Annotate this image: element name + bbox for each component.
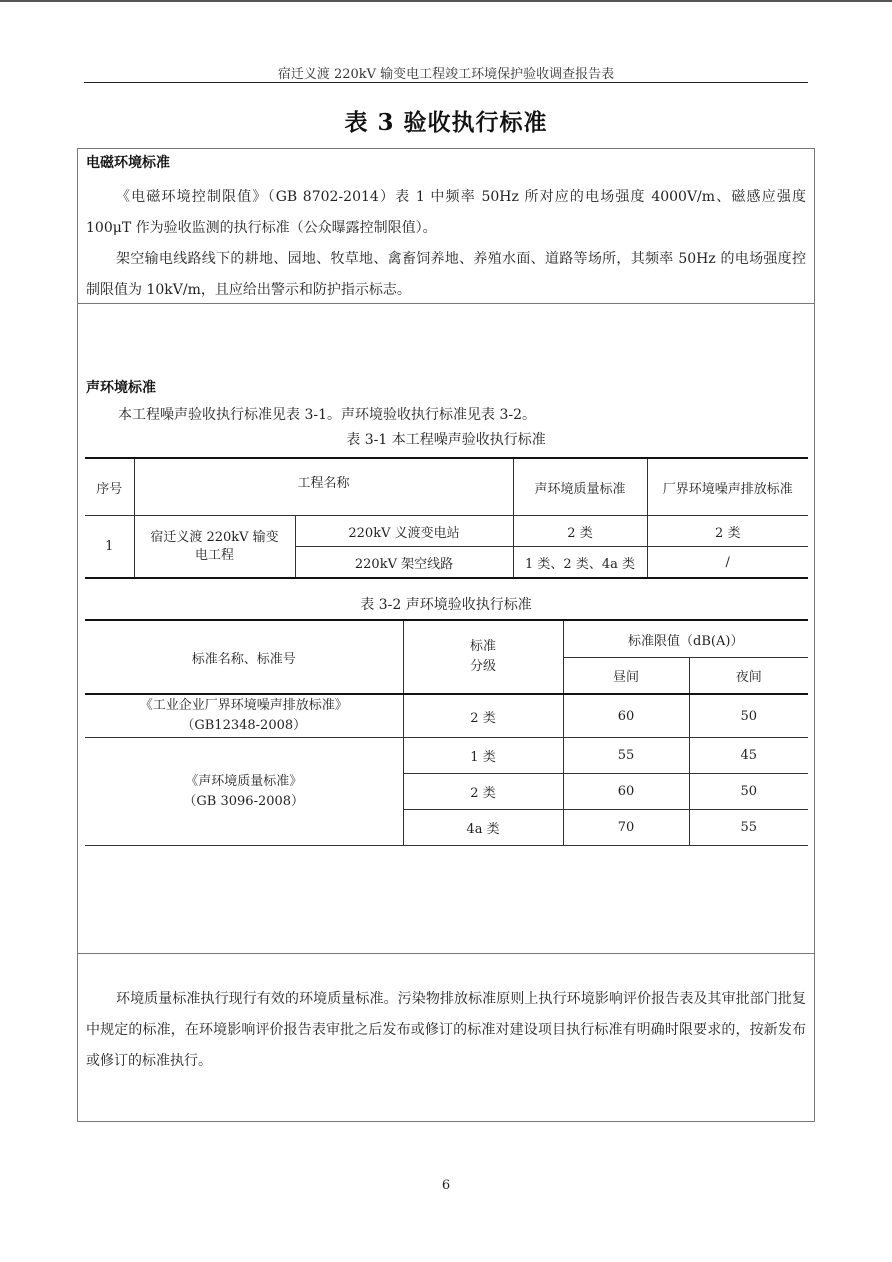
general-paragraph: 环境质量标准执行现行有效的环境质量标准。污染物排放标准原则上执行环境影响评价报告表及其审批部门批复中规定的标准，在环境影响评价报告表审批之后发布或修订的标准对建设项目执行标准有明确时限要求的，按新发布或修订的标准执行。	[86, 991, 806, 1069]
table-3-2-caption: 表 3-2 声环境验收执行标准	[360, 597, 532, 613]
cell-night: 55	[689, 810, 808, 846]
header-cell-day: 昼间	[563, 658, 689, 695]
cell-quality: 2 类	[513, 516, 647, 547]
acoustic-intro: 本工程噪声验收执行标准见表 3-1。声环境验收执行标准见表 3-2。	[118, 407, 536, 423]
page-title: 表 3 验收执行标准	[344, 109, 548, 136]
cell-night: 50	[689, 774, 808, 810]
cell-day: 60	[563, 694, 689, 738]
table-row	[85, 738, 808, 774]
table-row	[85, 694, 808, 738]
cell-grade: 2 类	[403, 694, 563, 738]
standard-code: （GB12348-2008）	[181, 718, 307, 733]
electromagnetic-paragraph-2: 架空输电线路线下的耕地、园地、牧草地、禽畜饲养地、养殖水面、道路等场所，其频率 50Hz 的电场强度控制限值为 10kV/m，且应给出警示和防护指示标志。	[86, 251, 806, 298]
page-top-edge	[0, 0, 892, 2]
standard-name: 《声环境质量标准》	[185, 773, 303, 789]
cell-day: 60	[563, 774, 689, 810]
standard-code: （GB 3096-2008）	[183, 793, 305, 809]
cell-standard-name	[85, 738, 403, 846]
header-cell-grade: 标准 分级	[403, 620, 563, 694]
cell-grade: 4a 类	[403, 810, 563, 846]
cell-quality: 1 类、2 类、4a 类	[513, 547, 647, 579]
header-cell-boundary: 厂界环境噪声排放标准	[647, 458, 808, 516]
cell-boundary: 2 类	[647, 516, 808, 547]
table-3-1	[85, 457, 808, 579]
acoustic-heading: 声环境标准	[86, 380, 156, 396]
header-cell-night: 夜间	[689, 658, 808, 695]
acoustic-section	[77, 303, 815, 954]
header-cell-limit: 标准限值（dB(A)）	[563, 620, 808, 658]
cell-grade: 2 类	[403, 774, 563, 810]
table-3-2	[85, 619, 808, 846]
cell-index: 1	[85, 516, 134, 579]
cell-grade: 1 类	[403, 738, 563, 774]
table-row	[85, 516, 808, 547]
electromagnetic-section	[77, 148, 815, 304]
cell-item: 220kV 架空线路	[295, 547, 513, 579]
header-cell-standard-name: 标准名称、标准号	[191, 651, 296, 667]
table-3-1-caption: 表 3-1 本工程噪声验收执行标准	[346, 432, 546, 448]
cell-project: 宿迁义渡 220kV 输变电工程	[134, 516, 295, 579]
standard-name: 《工业企业厂界环境噪声排放标准》	[139, 698, 348, 713]
page-number: 6	[441, 1178, 451, 1193]
electromagnetic-paragraph-1: 《电磁环境控制限值》（GB 8702-2014）表 1 中频率 50Hz 所对应的电场强度 4000V/m、磁感应强度 100μT 作为验收监测的执行标准（公众曝露控制限值）。	[86, 189, 806, 236]
running-header: 宿迁义渡 220kV 输变电工程竣工环境保护验收调查报告表	[277, 67, 615, 82]
cell-night: 50	[689, 694, 808, 738]
cell-day: 55	[563, 738, 689, 774]
cell-day: 70	[563, 810, 689, 846]
cell-night: 45	[689, 738, 808, 774]
table-header-row	[85, 620, 808, 658]
cell-standard-name	[85, 694, 403, 738]
electromagnetic-heading: 电磁环境标准	[86, 155, 170, 171]
general-section	[77, 953, 815, 1122]
header-rule	[84, 82, 808, 83]
cell-boundary: /	[647, 547, 808, 579]
table-header-row	[85, 458, 808, 516]
header-cell-index: 序号	[96, 481, 123, 497]
header-cell-project: 工程名称	[134, 458, 513, 516]
cell-item: 220kV 义渡变电站	[295, 516, 513, 547]
header-cell-quality: 声环境质量标准	[513, 458, 647, 516]
